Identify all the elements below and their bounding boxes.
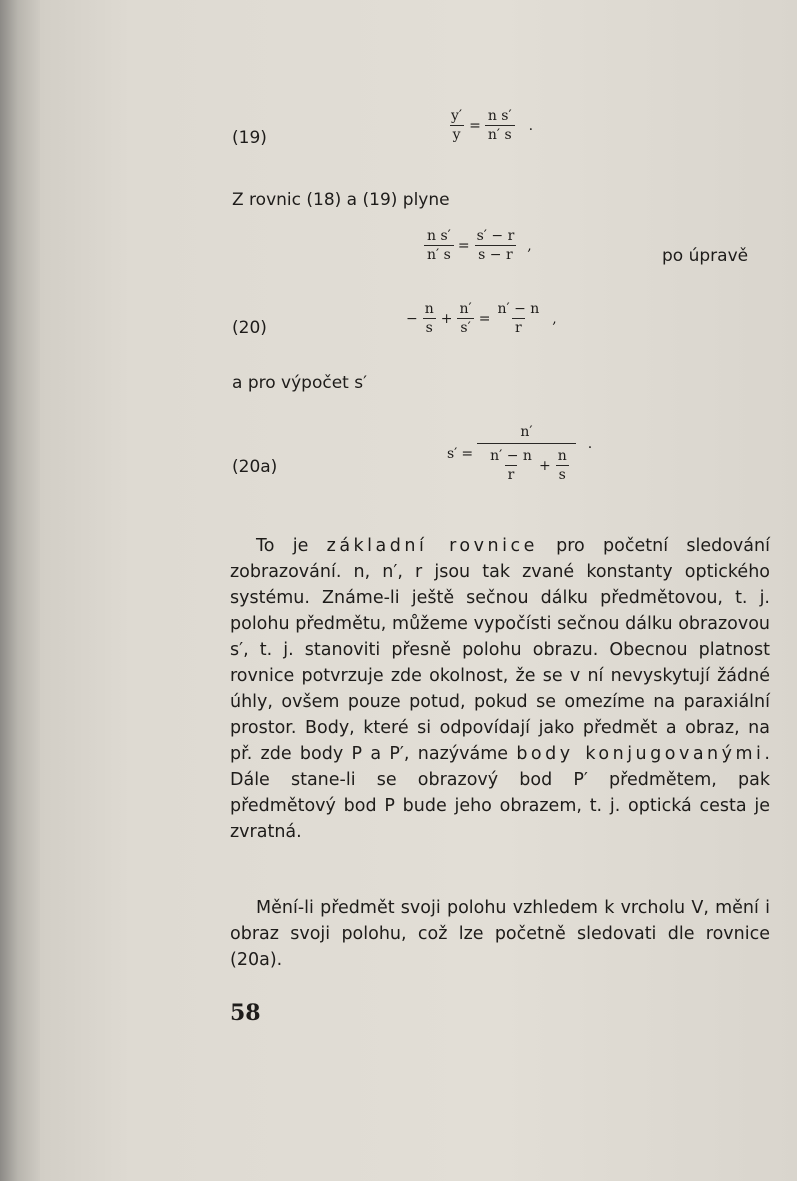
p1-lead: To je <box>256 536 327 556</box>
eq20a-numerator: n′ <box>520 424 533 440</box>
equation-19-label: (19) <box>232 128 267 148</box>
eq20a-den-term2-numerator: n <box>557 448 567 464</box>
eq20a-denominator <box>477 443 576 483</box>
p1-emphasis-body-konjugovanymi: body konjugovanými <box>516 744 765 764</box>
p1-body-2: . Dále stane-li se obrazový bod P′ předmětem, pak předmětový bod P bude jeho obrazem, t. j. optická cesta je zvratná. <box>230 744 770 842</box>
equation-20a-label: (20a) <box>232 457 278 477</box>
eqmid-rhs-denominator: s − r <box>475 245 516 263</box>
eq20-term1-numerator: n <box>424 301 434 317</box>
eq19-rhs-numerator: n s′ <box>487 108 512 124</box>
eq20-equals: = <box>478 310 491 327</box>
eq20-term2-denominator: s′ <box>457 318 473 336</box>
p1-body-1: pro početní sledování zobrazování. n, n′, r jsou tak zvané konstanty optického systému. Známe-li ještě sečnou dálku předmětovou, t. j. polohu předmětu, můžeme vypočísti sečnou dálku obrazovou s′, t. j. stanoviti přesně polohu obrazu. Obecnou platnost rovnice potvrzuje zde okolnost, že se v ní nevyskytují žádné úhly, ovšem pouze potud, pokud se omezíme na paraxiální prostor. Body, které si odpovídají jako předmět a obraz, na př. zde body P a P′, nazýváme <box>230 536 770 764</box>
eqmid-lhs-denominator: n′ s <box>424 245 454 263</box>
eq19-period: . <box>528 117 534 134</box>
eq20-plus: + <box>440 310 453 327</box>
eq20a-den-term1-denominator: r <box>505 465 518 483</box>
page-number: 58 <box>230 1000 261 1026</box>
book-binding <box>0 0 40 1181</box>
text-z-rovnic: Z rovnic (18) a (19) plyne <box>232 190 450 210</box>
equation-intermediate <box>424 228 532 263</box>
p1-emphasis-zakladni-rovnice: základní rovnice <box>326 536 538 556</box>
paragraph-fundamental-equation <box>230 533 770 845</box>
equation-20a <box>447 424 592 483</box>
p2-text: Mění-li předmět svoji polohu vzhledem k vrcholu V, mění i obraz svoji polohu, což lze početně sledovati dle rovnice (20a). <box>230 898 770 970</box>
text-a-pro-vypocet: a pro výpočet s′ <box>232 373 367 393</box>
eqmid-rhs-numerator: s′ − r <box>476 228 515 244</box>
equation-19 <box>448 108 533 143</box>
eq20a-den-term1-numerator: n′ − n <box>490 448 532 464</box>
text-po-uprave: po úpravě <box>662 246 749 266</box>
eq19-equals: = <box>469 117 481 134</box>
eqmid-comma: , <box>527 237 532 254</box>
equation-20 <box>402 301 557 336</box>
eq20a-lhs: s′ <box>447 445 458 462</box>
eq20-minus: − <box>406 310 418 327</box>
eq20a-den-term2-denominator: s <box>556 465 569 483</box>
eq19-rhs-denominator: n′ s <box>485 125 515 143</box>
eq20-term3-numerator: n′ − n <box>497 301 540 317</box>
eq20-comma: , <box>552 310 557 327</box>
eq20-term2-numerator: n′ <box>459 301 472 317</box>
eq19-lhs-denominator: y <box>450 125 464 143</box>
eq20a-period: . <box>587 436 593 452</box>
equation-20-label: (20) <box>232 318 267 338</box>
paragraph-object-position <box>230 895 770 973</box>
eq20-term3-denominator: r <box>512 318 525 336</box>
eq20a-equals: = <box>461 445 474 462</box>
eq20a-den-plus: + <box>538 457 551 474</box>
eqmid-lhs-numerator: n s′ <box>427 228 451 244</box>
eqmid-equals: = <box>457 237 470 254</box>
eq19-lhs-numerator: y′ <box>451 108 463 124</box>
eq20-term1-denominator: s <box>423 318 436 336</box>
